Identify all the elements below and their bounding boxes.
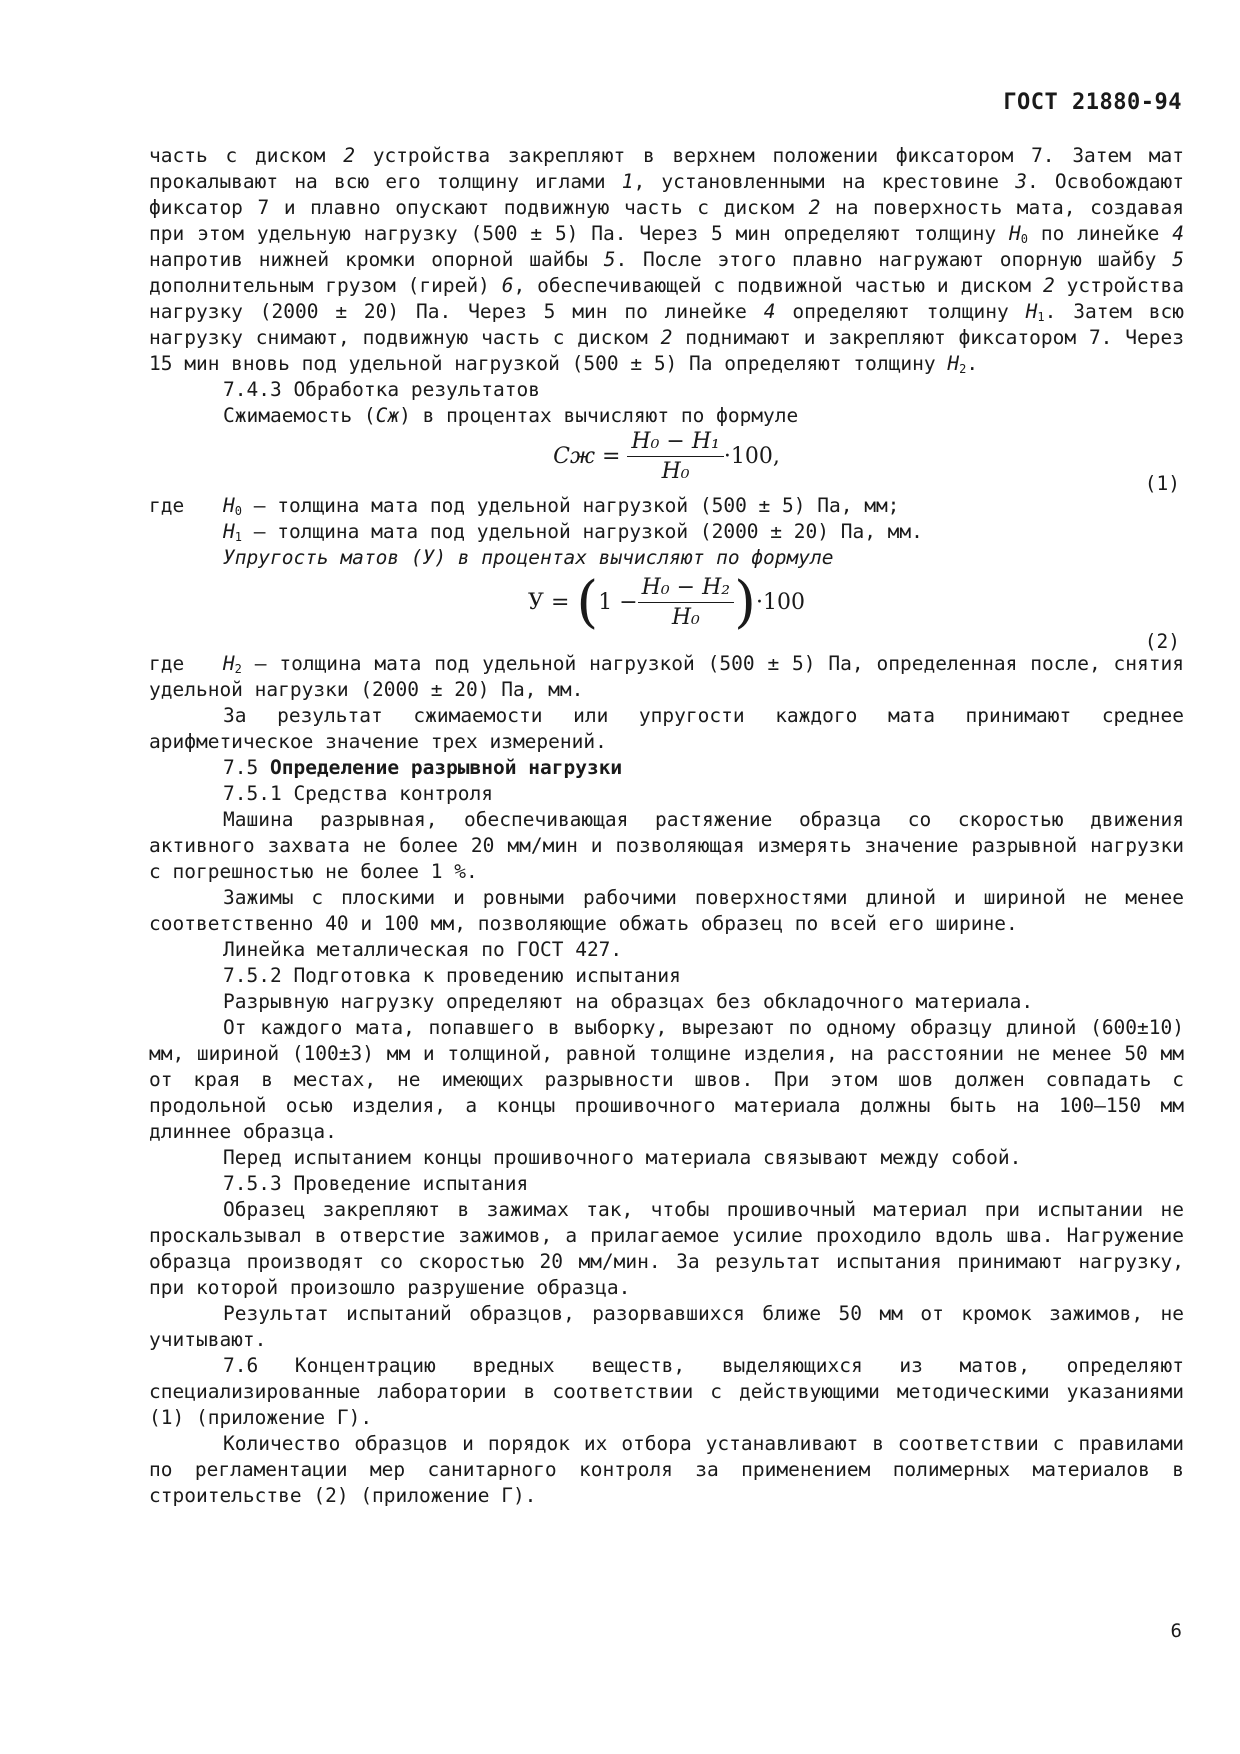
ref-number: 2 bbox=[660, 326, 673, 349]
paragraph-samples: Разрывную нагрузку определяют на образцах без обкладочного материала. bbox=[223, 990, 1034, 1013]
formula-tail: ·100, bbox=[723, 444, 780, 469]
variable-subscript: 0 bbox=[1020, 232, 1028, 246]
paragraph-clamps: Зажимы с плоскими и ровными рабочими поверхностями длиной и шириной не менее соответственно 40 и 100 мм, позволяющие обжать образец по всей его ширине. bbox=[149, 886, 1184, 935]
variable: H bbox=[223, 494, 235, 517]
variable: H bbox=[947, 352, 960, 375]
fraction-numerator: H₀ − H₂ bbox=[638, 575, 734, 603]
ref-number: 2 bbox=[808, 196, 821, 219]
compressibility-intro bbox=[149, 403, 1184, 429]
ref-number: 5 bbox=[1172, 248, 1184, 271]
definition-text: — толщина мата под удельной нагрузкой (2000 ± 20) Па, мм. bbox=[241, 520, 923, 543]
result-paragraph: За результат сжимаемости или упругости каждого мата принимают среднее арифметическое значение трех измерений. bbox=[149, 704, 1184, 753]
formula-fraction bbox=[627, 429, 723, 485]
formula-elasticity bbox=[149, 570, 1184, 635]
ref-number: 2 bbox=[1042, 274, 1055, 297]
section-heading-7-5 bbox=[149, 755, 1184, 781]
text-run: , обеспечивающей с подвижной частью и диском bbox=[513, 274, 1043, 297]
text-run: устройства нагрузку (2000 ± 20) Па. Через 5 мин по линейке bbox=[149, 274, 1184, 323]
section-heading-7-5-3: 7.5.3 Проведение испытания bbox=[223, 1172, 529, 1195]
symbol: Сж bbox=[375, 404, 400, 427]
text-run: определяют толщину bbox=[775, 300, 1026, 323]
definition-text: — толщина мата под удельной нагрузкой (500 ± 5) Па, определенная после, снятия удельной нагрузки (2000 ± 20) Па, мм. bbox=[149, 652, 1184, 701]
section-heading-7-5-1: 7.5.1 Средства контроля bbox=[223, 782, 494, 805]
text-run: на поверхность мата, создавая при этом удельную нагрузку (500 ± 5) Па. Через 5 мин определяют толщину bbox=[149, 196, 1184, 245]
variable: H bbox=[223, 520, 235, 543]
formula-number: (1) bbox=[1144, 472, 1180, 495]
fraction-denominator: H₀ bbox=[671, 605, 700, 630]
ref-number: 5 bbox=[603, 248, 616, 271]
text-run: . После этого плавно нагружают опорную шайбу bbox=[615, 248, 1173, 271]
formula-equals: = bbox=[595, 444, 628, 469]
formula-2-row bbox=[149, 571, 1184, 651]
section-title: Определение разрывной нагрузки bbox=[269, 756, 623, 779]
text-run: Сжимаемость ( bbox=[223, 404, 376, 427]
elasticity-intro: Упругость матов (У) в процентах вычисляют по формуле bbox=[223, 546, 834, 569]
text-run: часть с диском bbox=[149, 144, 344, 167]
formula-compressibility bbox=[149, 429, 1184, 485]
ref-number: 4 bbox=[1172, 222, 1184, 245]
formula-lhs: У bbox=[528, 590, 544, 615]
paren-open: ( bbox=[576, 570, 599, 635]
variable-subscript: 1 bbox=[1037, 310, 1045, 324]
variable: H bbox=[1025, 300, 1038, 323]
variable-subscript: 1 bbox=[234, 530, 242, 544]
text-run: дополнительным грузом (гирей) bbox=[149, 274, 502, 297]
where-block-2 bbox=[149, 651, 1184, 703]
paragraph-7-6: 7.6 Концентрацию вредных веществ, выделяющихся из матов, определяют специализированные лаборатории в соответствии с действующими методическими указаниями (1) (приложение Г). bbox=[149, 1354, 1184, 1429]
definition-text: — толщина мата под удельной нагрузкой (500 ± 5) Па, мм; bbox=[241, 494, 900, 517]
where-label: где bbox=[149, 652, 185, 675]
text-run: , установленными на крестовине bbox=[633, 170, 1016, 193]
section-heading-7-5-2: 7.5.2 Подготовка к проведению испытания bbox=[223, 964, 681, 987]
paragraph-cutting: От каждого мата, попавшего в выборку, вырезают по одному образцу длиной (600±10) мм, шириной (100±3) мм и толщиной, равной толщине изделия, на расстоянии не менее 50 мм от края в местах, не имеющих разрывности швов. При этом шов должен совпадать с продольной осью изделия, а концы прошивочного материала должны быть на 100—150 мм длиннее образца. bbox=[149, 1016, 1184, 1143]
formula-equals: = bbox=[543, 590, 577, 615]
paragraph-sampling: Количество образцов и порядок их отбора устанавливают в соответствии с правилами по регламентации мер санитарного контроля за применением полимерных материалов в строительстве (2) (приложение Г). bbox=[149, 1432, 1184, 1507]
variable: H bbox=[1008, 222, 1021, 245]
variable-subscript: 0 bbox=[234, 504, 242, 518]
ref-number: 4 bbox=[763, 300, 776, 323]
section-heading-7-4-3: 7.4.3 Обработка результатов bbox=[223, 378, 540, 401]
variable-subscript: 2 bbox=[234, 662, 242, 676]
document-body bbox=[149, 143, 1184, 1509]
ref-number: 1 bbox=[621, 170, 634, 193]
text-run: . bbox=[966, 352, 979, 375]
fraction-numerator: H₀ − H₁ bbox=[627, 429, 723, 457]
page-number: 6 bbox=[1170, 1620, 1182, 1642]
variable-subscript: 2 bbox=[959, 362, 967, 376]
variable: H bbox=[222, 652, 235, 675]
paragraph-procedure bbox=[149, 143, 1184, 377]
paragraph-ruler: Линейка металлическая по ГОСТ 427. bbox=[223, 938, 623, 961]
text-run: по линейке bbox=[1027, 222, 1173, 245]
text-run: . Затем всю нагрузку снимают, подвижную часть с диском bbox=[149, 300, 1184, 349]
formula-tail: ·100 bbox=[755, 590, 805, 615]
formula-number: (2) bbox=[1144, 630, 1180, 653]
fraction-denominator: H₀ bbox=[661, 459, 690, 484]
formula-1-row bbox=[149, 429, 1184, 493]
formula-one-minus: 1 − bbox=[598, 590, 638, 615]
where-definitions bbox=[223, 493, 1184, 571]
paren-close: ) bbox=[734, 570, 756, 635]
paragraph-clamping: Образец закрепляют в зажимах так, чтобы прошивочный материал при испытании не проскальзывал в отверстие зажимов, а прилагаемое усилие проходило вдоль шва. Нагружение образца производят со скоростью 20 мм/мин. За результат испытания принимают нагрузку, при которой произошло разрушение образца. bbox=[149, 1198, 1184, 1299]
where-label: где bbox=[149, 494, 185, 517]
text-run: напротив нижней кромки опорной шайбы bbox=[149, 248, 604, 271]
section-number: 7.5 bbox=[223, 756, 270, 779]
paragraph-machine: Машина разрывная, обеспечивающая растяжение образца со скоростью движения активного захвата не более 20 мм/мин и позволяющая измерять значение разрывной нагрузки с погрешностью не более 1 %. bbox=[149, 808, 1184, 883]
standard-id-header: ГОСТ 21880-94 bbox=[1003, 90, 1182, 115]
where-block-1 bbox=[149, 493, 1184, 571]
ref-number: 6 bbox=[501, 274, 514, 297]
definition-h0 bbox=[223, 493, 1184, 519]
text-run: поднимают и закрепляют фиксатором 7. Через 15 мин вновь под удельной нагрузкой (500 ± 5) Па определяют толщину bbox=[149, 326, 1184, 375]
paragraph-tie: Перед испытанием концы прошивочного материала связывают между собой. bbox=[223, 1146, 1022, 1169]
text-run: устройства закрепляют в верхнем положении фиксатором 7. Затем мат прокалывают на всю его толщину иглами bbox=[149, 144, 1184, 193]
definition-h1 bbox=[223, 519, 1184, 545]
ref-number: 3 bbox=[1015, 170, 1027, 193]
ref-number: 2 bbox=[343, 144, 355, 167]
text-run: ) в процентах вычисляют по формуле bbox=[399, 404, 799, 427]
formula-lhs: Сж bbox=[553, 444, 595, 469]
text-run: . Освобождают фиксатор 7 и плавно опускают подвижную часть с диском bbox=[149, 170, 1184, 219]
paragraph-discard: Результат испытаний образцов, разорвавшихся ближе 50 мм от кромок зажимов, не учитывают. bbox=[149, 1302, 1184, 1351]
formula-fraction bbox=[638, 575, 734, 631]
